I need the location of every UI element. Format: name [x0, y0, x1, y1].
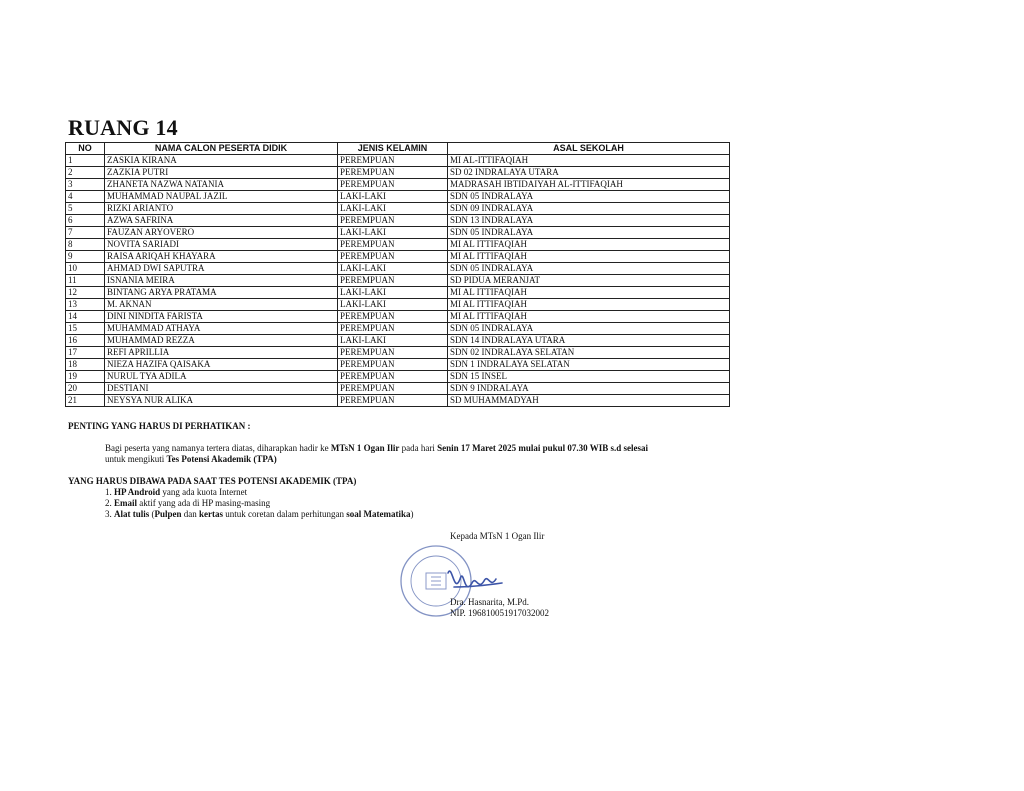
- cell-school: SDN 1 INDRALAYA SELATAN: [448, 359, 730, 371]
- table-row: [66, 215, 730, 227]
- header-no: NO: [66, 143, 105, 155]
- cell-name: AZWA SAFRINA: [105, 215, 338, 227]
- item-bold: Alat tulis: [114, 509, 150, 519]
- cell-gender: PEREMPUAN: [338, 395, 448, 407]
- bring-item-1: [68, 487, 648, 498]
- cell-school: SDN 05 INDRALAYA: [448, 191, 730, 203]
- table-body: [66, 155, 730, 407]
- signer-name: Dra. Hasnarita, M.Pd.: [450, 597, 529, 607]
- cell-gender: PEREMPUAN: [338, 371, 448, 383]
- cell-name: M. AKNAN: [105, 299, 338, 311]
- cell-school: SDN 02 INDRALAYA SELATAN: [448, 347, 730, 359]
- cell-gender: LAKI-LAKI: [338, 263, 448, 275]
- table-row: [66, 371, 730, 383]
- cell-school: SD MUHAMMADYAH: [448, 395, 730, 407]
- cell-gender: LAKI-LAKI: [338, 299, 448, 311]
- table-row: [66, 167, 730, 179]
- table-row: [66, 299, 730, 311]
- cell-school: SDN 05 INDRALAYA: [448, 323, 730, 335]
- cell-name: REFI APRILLIA: [105, 347, 338, 359]
- item-bold: Pulpen: [154, 509, 182, 519]
- header-gender: JENIS KELAMIN: [338, 143, 448, 155]
- bring-item-2: [68, 498, 648, 509]
- notice-date: Senin 17 Maret 2025 mulai pukul 07.30 WIB s.d selesai: [437, 443, 649, 453]
- table-row: [66, 179, 730, 191]
- notice-line-1: [68, 443, 648, 454]
- cell-no: 14: [66, 311, 105, 323]
- cell-gender: LAKI-LAKI: [338, 203, 448, 215]
- cell-school: MI AL ITTIFAQIAH: [448, 299, 730, 311]
- cell-gender: PEREMPUAN: [338, 383, 448, 395]
- item-bold: kertas: [199, 509, 224, 519]
- cell-no: 11: [66, 275, 105, 287]
- signer-role: Kepada MTsN 1 Ogan Ilir: [450, 531, 545, 541]
- table-row: [66, 155, 730, 167]
- cell-no: 8: [66, 239, 105, 251]
- cell-no: 3: [66, 179, 105, 191]
- cell-no: 21: [66, 395, 105, 407]
- table-row: [66, 335, 730, 347]
- cell-no: 2: [66, 167, 105, 179]
- participant-table: [65, 142, 730, 407]
- cell-school: SDN 13 INDRALAYA: [448, 215, 730, 227]
- item-text: (: [149, 509, 155, 519]
- cell-gender: PEREMPUAN: [338, 323, 448, 335]
- cell-gender: PEREMPUAN: [338, 155, 448, 167]
- cell-school: SDN 05 INDRALAYA: [448, 227, 730, 239]
- cell-gender: PEREMPUAN: [338, 359, 448, 371]
- item-text: untuk coretan dalam perhitungan: [223, 509, 347, 519]
- cell-name: ISNANIA MEIRA: [105, 275, 338, 287]
- cell-school: SDN 9 INDRALAYA: [448, 383, 730, 395]
- cell-name: ZAZKIA PUTRI: [105, 167, 338, 179]
- table-row: [66, 227, 730, 239]
- notice-heading: PENTING YANG HARUS DI PERHATIKAN :: [68, 421, 251, 431]
- cell-school: SDN 09 INDRALAYA: [448, 203, 730, 215]
- cell-name: ZHANETA NAZWA NATANIA: [105, 179, 338, 191]
- cell-no: 1: [66, 155, 105, 167]
- cell-no: 17: [66, 347, 105, 359]
- item-bold: HP Android: [114, 487, 161, 497]
- cell-gender: PEREMPUAN: [338, 167, 448, 179]
- bring-heading: YANG HARUS DIBAWA PADA SAAT TES POTENSI AKADEMIK (TPA): [68, 476, 357, 486]
- table-row: [66, 347, 730, 359]
- cell-name: MUHAMMAD ATHAYA: [105, 323, 338, 335]
- cell-name: RAISA ARIQAH KHAYARA: [105, 251, 338, 263]
- cell-gender: LAKI-LAKI: [338, 191, 448, 203]
- notice-line-2: [68, 454, 648, 465]
- cell-no: 9: [66, 251, 105, 263]
- item-text: yang ada kuota Internet: [160, 487, 248, 497]
- cell-no: 19: [66, 371, 105, 383]
- cell-name: RIZKI ARIANTO: [105, 203, 338, 215]
- cell-name: DINI NINDITA FARISTA: [105, 311, 338, 323]
- item-number: 1.: [105, 487, 114, 497]
- item-text: aktif yang ada di HP masing-masing: [137, 498, 271, 508]
- item-number: 2.: [105, 498, 114, 508]
- bring-item-3: [68, 509, 648, 520]
- table-row: [66, 311, 730, 323]
- cell-no: 13: [66, 299, 105, 311]
- item-bold: soal Matematika: [346, 509, 411, 519]
- page-title: RUANG 14: [68, 115, 178, 140]
- cell-no: 7: [66, 227, 105, 239]
- cell-school: SDN 15 INSEL: [448, 371, 730, 383]
- cell-name: MUHAMMAD NAUPAL JAZIL: [105, 191, 338, 203]
- table-row: [66, 359, 730, 371]
- cell-name: NOVITA SARIADI: [105, 239, 338, 251]
- cell-name: ZASKIA KIRANA: [105, 155, 338, 167]
- cell-no: 20: [66, 383, 105, 395]
- cell-no: 16: [66, 335, 105, 347]
- item-bold: Email: [114, 498, 138, 508]
- table-row: [66, 251, 730, 263]
- cell-school: SDN 14 INDRALAYA UTARA: [448, 335, 730, 347]
- table-row: [66, 323, 730, 335]
- cell-gender: PEREMPUAN: [338, 275, 448, 287]
- cell-school: MI AL-ITTIFAQIAH: [448, 155, 730, 167]
- table-row: [66, 191, 730, 203]
- cell-no: 12: [66, 287, 105, 299]
- cell-no: 6: [66, 215, 105, 227]
- cell-school: SDN 05 INDRALAYA: [448, 263, 730, 275]
- notice-text: Bagi peserta yang namanya tertera diatas, diharapkan hadir ke: [105, 443, 331, 453]
- cell-school: SD 02 INDRALAYA UTARA: [448, 167, 730, 179]
- header-school: ASAL SEKOLAH: [448, 143, 730, 155]
- notice-school: MTsN 1 Ogan Ilir: [330, 443, 400, 453]
- cell-no: 5: [66, 203, 105, 215]
- cell-name: FAUZAN ARYOVERO: [105, 227, 338, 239]
- cell-gender: PEREMPUAN: [338, 179, 448, 191]
- cell-gender: LAKI-LAKI: [338, 287, 448, 299]
- cell-name: MUHAMMAD REZZA: [105, 335, 338, 347]
- cell-school: SD PIDUA MERANJAT: [448, 275, 730, 287]
- cell-no: 10: [66, 263, 105, 275]
- table-header-row: [66, 143, 730, 155]
- table-row: [66, 203, 730, 215]
- table-row: [66, 263, 730, 275]
- cell-no: 15: [66, 323, 105, 335]
- cell-school: MADRASAH IBTIDAIYAH AL-ITTIFAQIAH: [448, 179, 730, 191]
- cell-name: NURUL TYA ADILA: [105, 371, 338, 383]
- table-row: [66, 383, 730, 395]
- notice-test-name: Tes Potensi Akademik (TPA): [166, 454, 277, 464]
- cell-gender: PEREMPUAN: [338, 251, 448, 263]
- cell-school: MI AL ITTIFAQIAH: [448, 311, 730, 323]
- table-row: [66, 287, 730, 299]
- cell-name: NEYSYA NUR ALIKA: [105, 395, 338, 407]
- notes-section: [68, 421, 648, 520]
- notice-text: untuk mengikuti: [105, 454, 167, 464]
- item-text: dan: [181, 509, 200, 519]
- item-number: 3.: [105, 509, 114, 519]
- cell-gender: PEREMPUAN: [338, 239, 448, 251]
- cell-gender: PEREMPUAN: [338, 347, 448, 359]
- table-row: [66, 275, 730, 287]
- header-name: NAMA CALON PESERTA DIDIK: [105, 143, 338, 155]
- table-row: [66, 239, 730, 251]
- cell-no: 4: [66, 191, 105, 203]
- notice-text: pada hari: [399, 443, 438, 453]
- cell-no: 18: [66, 359, 105, 371]
- cell-school: MI AL ITTIFAQIAH: [448, 239, 730, 251]
- cell-school: MI AL ITTIFAQIAH: [448, 251, 730, 263]
- cell-gender: PEREMPUAN: [338, 311, 448, 323]
- cell-name: DESTIANI: [105, 383, 338, 395]
- table-row: [66, 395, 730, 407]
- cell-name: NIEZA HAZIFA QAISAKA: [105, 359, 338, 371]
- signer-nip: NIP. 196810051917032002: [450, 608, 550, 618]
- cell-name: BINTANG ARYA PRATAMA: [105, 287, 338, 299]
- item-text: ): [410, 509, 414, 519]
- signature-block: [450, 531, 549, 619]
- cell-gender: PEREMPUAN: [338, 215, 448, 227]
- cell-school: MI AL ITTIFAQIAH: [448, 287, 730, 299]
- cell-name: AHMAD DWI SAPUTRA: [105, 263, 338, 275]
- cell-gender: LAKI-LAKI: [338, 227, 448, 239]
- cell-gender: LAKI-LAKI: [338, 335, 448, 347]
